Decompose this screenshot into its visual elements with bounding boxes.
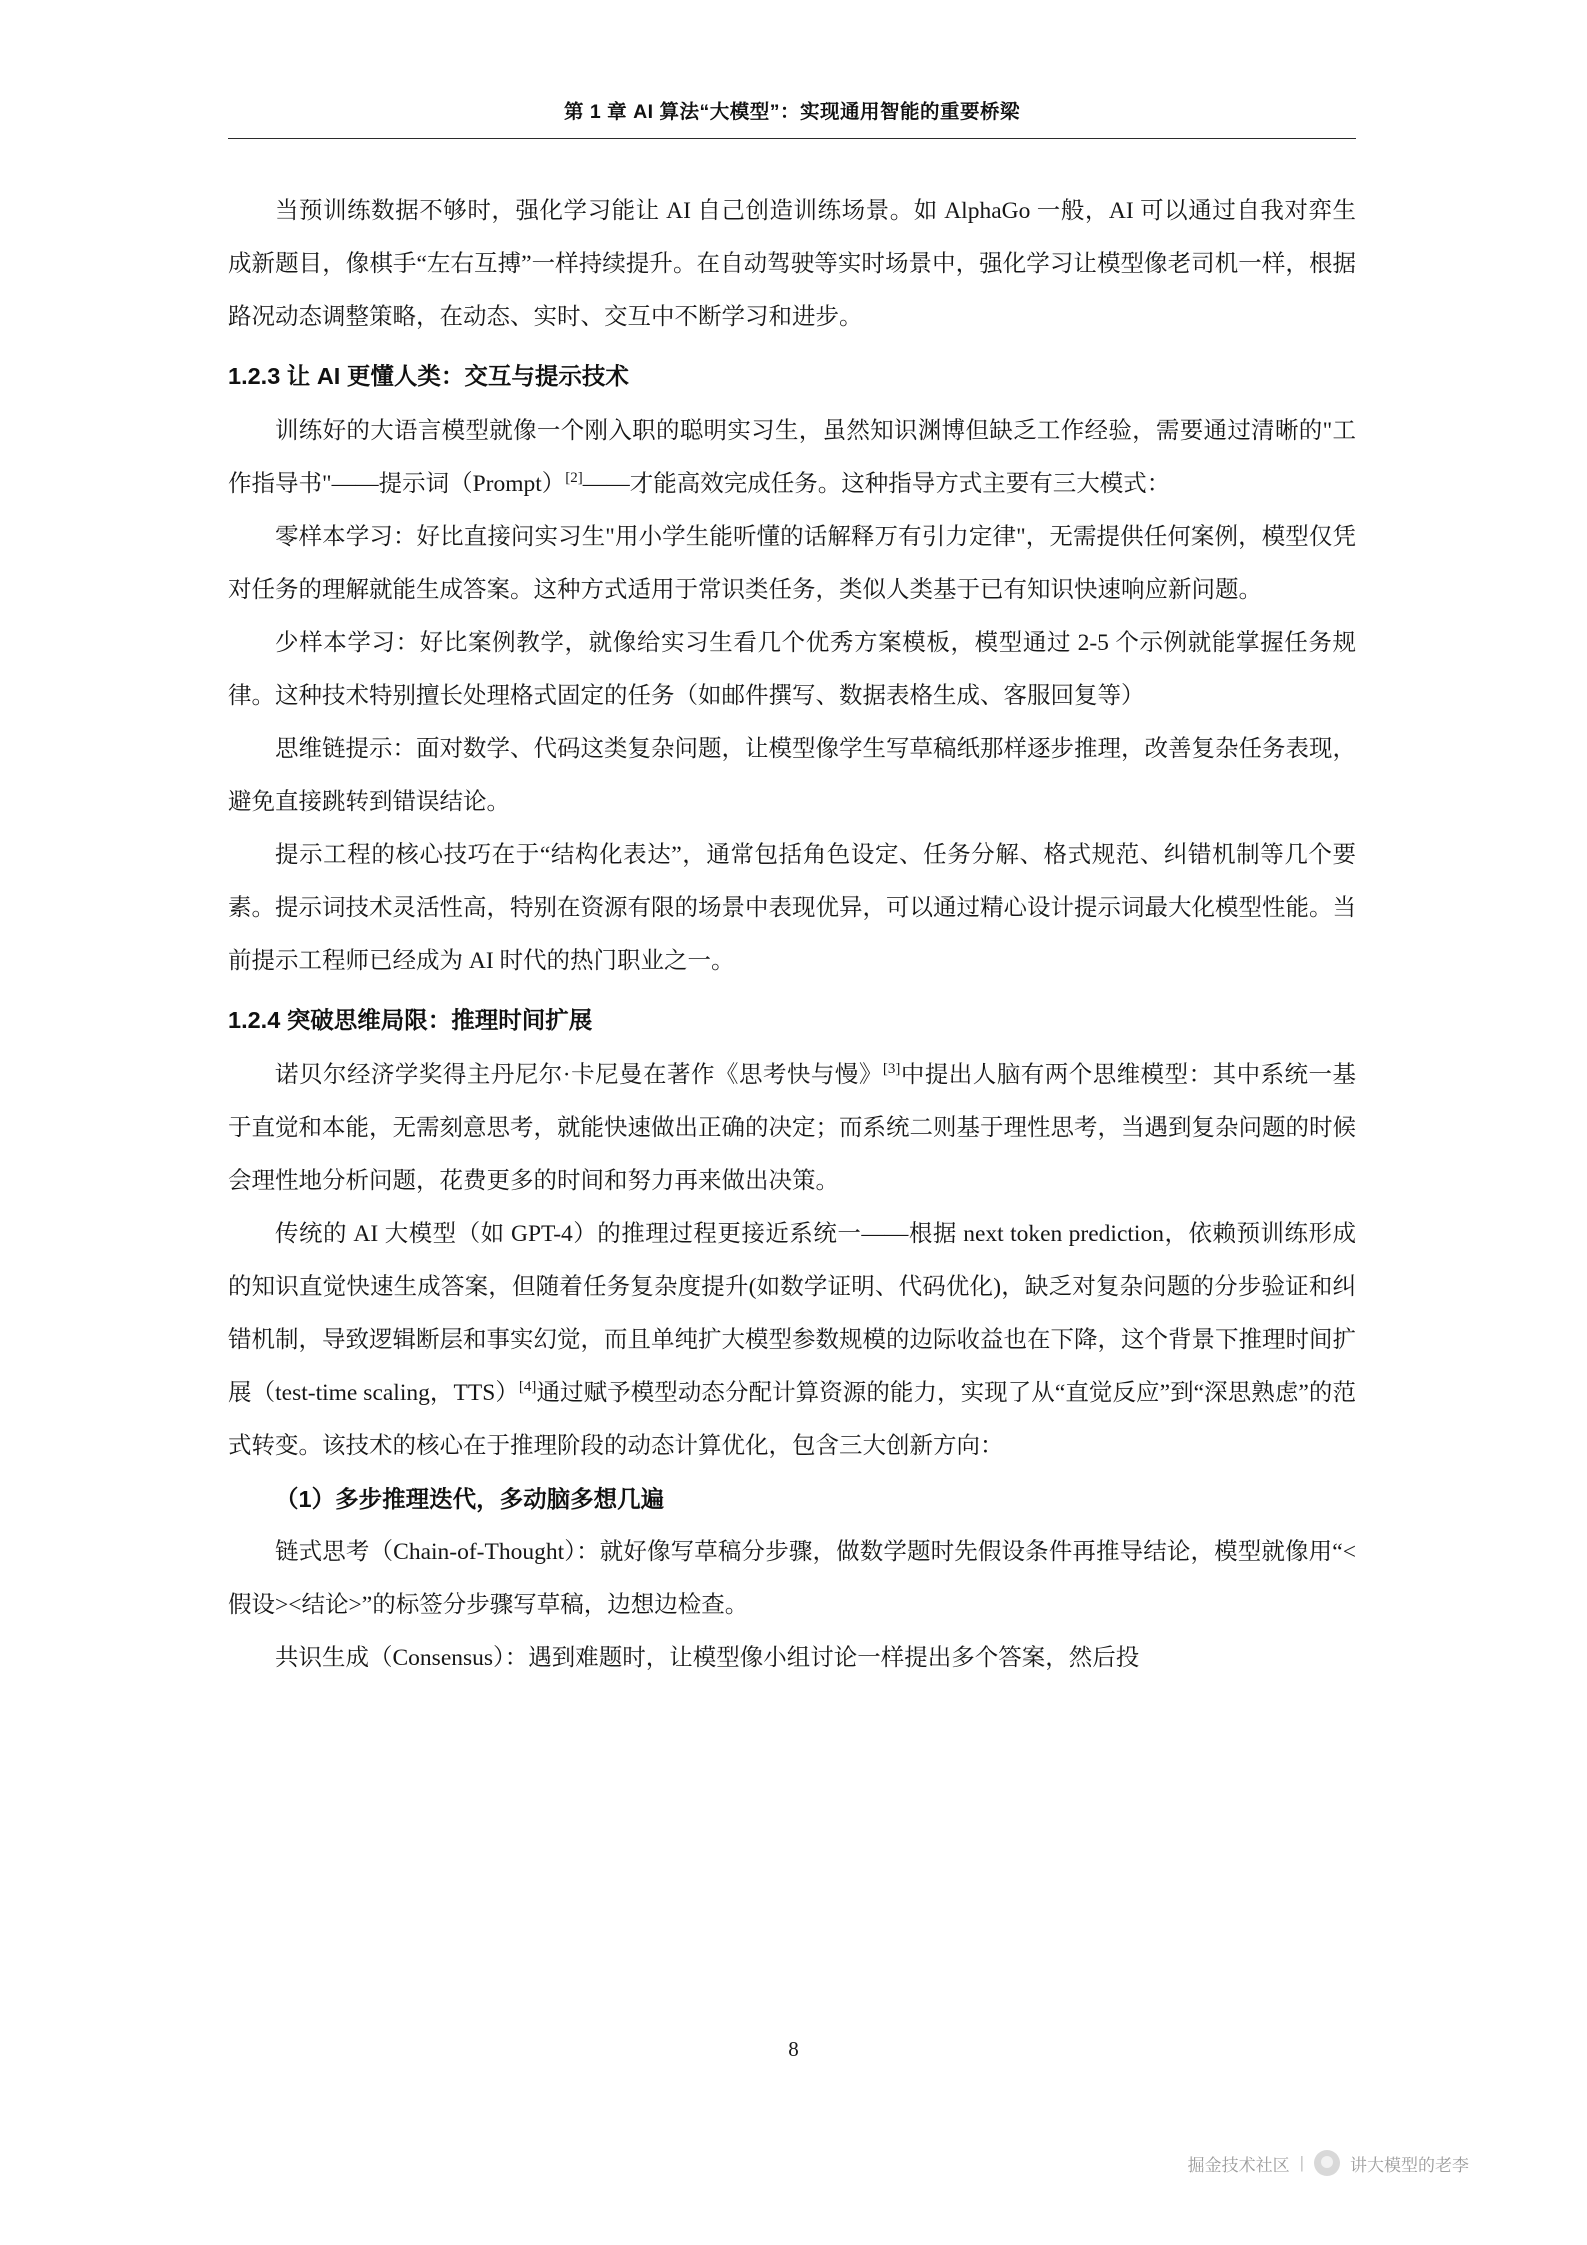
paragraph-1: 当预训练数据不够时，强化学习能让 AI 自己创造训练场景。如 AlphaGo 一般，AI 可以通过自我对弈生成新题目，像棋手“左右互搏”一样持续提升。在自动驾驶等实时场景中，强化学习让模型像老司机一样，根据路况动态调整策略，在动态、实时、交互中不断学习和进步。 xyxy=(228,198,1356,330)
paragraph-2-part-a: 训练好的大语言模型就像一个刚入职的聪明实习生，虽然知识渊博但缺乏工作经验，需要通过清晰的"工作指导书"——提示词（Prompt） xyxy=(228,418,1356,497)
paragraph-6: 提示工程的核心技巧在于“结构化表达”，通常包括角色设定、任务分解、格式规范、纠错机制等几个要素。提示词技术灵活性高，特别在资源有限的场景中表现优异，可以通过精心设计提示词最大化模型性能。当前提示工程师已经成为 AI 时代的热门职业之一。 xyxy=(228,842,1356,974)
watermark-site: 掘金技术社区 xyxy=(1187,2155,1290,2175)
paragraph-3: 零样本学习：好比直接问实习生"用小学生能听懂的话解释万有引力定律"，无需提供任何案例，模型仅凭对任务的理解就能生成答案。这种方式适用于常识类任务，类似人类基于已有知识快速响应新问题。 xyxy=(228,524,1356,603)
paragraph-8-part-b: 通过赋予模型动态分配计算资源的能力，实现了从“直觉反应”到“深思熟虑”的范式转变。该技术的核心在于推理阶段的动态计算优化，包含三大创新方向： xyxy=(228,1380,1356,1459)
paragraph-10: 共识生成（Consensus）：遇到难题时，让模型像小组讨论一样提出多个答案，然后投 xyxy=(275,1645,1140,1671)
paragraph-5: 思维链提示：面对数学、代码这类复杂问题，让模型像学生写草稿纸那样逐步推理，改善复杂任务表现，避免直接跳转到错误结论。 xyxy=(228,736,1356,815)
paragraph-4: 少样本学习：好比案例教学，就像给实习生看几个优秀方案模板，模型通过 2-5 个示例就能掌握任务规律。这种技术特别擅长处理格式固定的任务（如邮件撰写、数据表格生成、客服回复等） xyxy=(228,630,1356,709)
watermark xyxy=(1188,2150,1469,2176)
watermark-separator: | xyxy=(1299,2153,1304,2172)
footnote-marker-4: [4] xyxy=(518,1379,537,1396)
page-number: 8 xyxy=(788,2037,799,2061)
watermark-author: 讲大模型的老李 xyxy=(1350,2155,1469,2175)
page-content xyxy=(228,96,1356,1685)
paragraph-7-part-a: 诺贝尔经济学奖得主丹尼尔·卡尼曼在著作《思考快与慢》 xyxy=(275,1062,883,1088)
paragraph-7 xyxy=(228,1049,1356,1208)
footnote-marker-2: [2] xyxy=(565,470,583,487)
avatar xyxy=(1314,2150,1340,2176)
section-heading-1-2-4: 1.2.4 突破思维局限：推理时间扩展 xyxy=(228,1007,593,1033)
paragraph-8 xyxy=(228,1208,1356,1473)
paragraph-2 xyxy=(228,405,1356,511)
footnote-marker-3: [3] xyxy=(882,1061,901,1078)
running-head: 第 1 章 AI 算法“大模型”：实现通用智能的重要桥梁 xyxy=(563,101,1021,123)
paragraph-7-part-b: 中提出人脑有两个思维模型：其中系统一基于直觉和本能，无需刻意思考，就能快速做出正确的决定；而系统二则基于理性思考，当遇到复杂问题的时候会理性地分析问题，花费更多的时间和努力再来做出决策。 xyxy=(228,1062,1357,1194)
header-rule xyxy=(228,138,1356,139)
section-heading-1-2-3: 1.2.3 让 AI 更懂人类：交互与提示技术 xyxy=(228,363,629,389)
paragraph-2-part-b: ——才能高效完成任务。这种指导方式主要有三大模式： xyxy=(582,471,1171,497)
paragraph-9: 链式思考（Chain-of-Thought）：就好像写草稿分步骤，做数学题时先假设条件再推导结论，模型就像用“<假设><结论>”的标签分步骤写草稿，边想边检查。 xyxy=(228,1539,1356,1618)
paragraph-8-part-a: 传统的 AI 大模型（如 GPT-4）的推理过程更接近系统一——根据 next token prediction，依赖预训练形成的知识直觉快速生成答案，但随着任务复杂度提升(如数学证明、代码优化)，缺乏对复杂问题的分步验证和纠错机制，导致逻辑断层和事实幻觉，而且单纯扩大模型参数规模的边际收益也在下降，这个背景下推理时间扩展（test-time scaling，TTS） xyxy=(228,1221,1356,1406)
subheading-1: （1）多步推理迭代，多动脑多想几遍 xyxy=(275,1486,665,1512)
